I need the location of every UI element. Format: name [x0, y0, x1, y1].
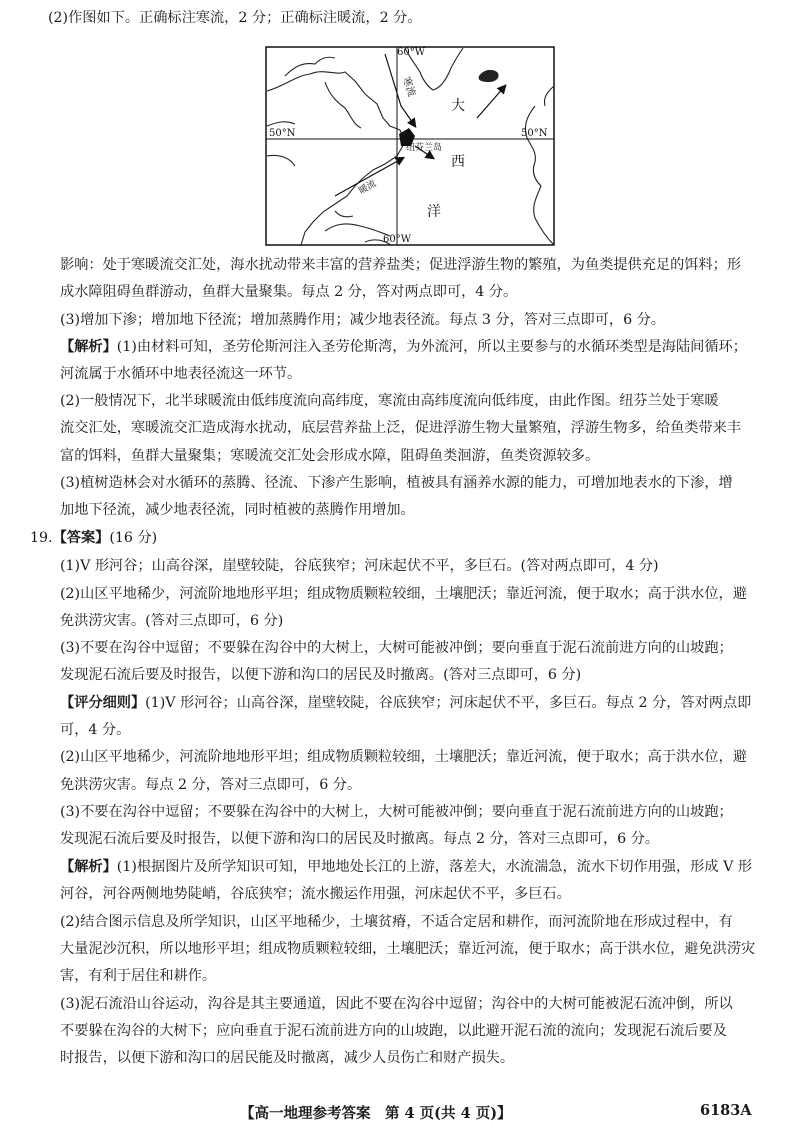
q19-answer-3: 免洪涝灾害。(答对三点即可，6 分) [60, 613, 284, 629]
answer-tag: 【答案】 [52, 530, 110, 546]
analysis-18-line-1 [60, 337, 747, 357]
analysis-19-line-2: 河谷，河谷两侧地势陡峭，谷底狭窄；流水搬运作用强，河床起伏不平，多巨石。 [60, 886, 571, 902]
grading-line-6: 发现泥石流后要及时报告，以便下游和沟口的居民及时撤离。每点 2 分，答对三点即可，6 分。 [60, 831, 660, 847]
warm-current-label: 暖流 [357, 178, 379, 197]
lat-right-label: 50°N [521, 128, 548, 139]
impact-line-1: 影响：处于寒暖流交汇处，海水扰动带来丰富的营养盐类；促进浮游生物的繁殖，为鱼类提供充足的饵料；形 [60, 257, 742, 273]
analysis-19-line-3: (2)结合图示信息及所学知识，山区平地稀少，土壤贫瘠，不适合定居和耕作，而河流阶地在形成过程中，有 [60, 914, 733, 930]
analysis-18-line-4: 流交汇处，寒暖流交汇造成海水扰动，底层营养盐上泛，促进浮游生物大量繁殖，浮游生物多，给鱼类带来丰 [60, 420, 742, 436]
footer-code: 6183A [700, 1102, 752, 1119]
cold-current-label: 寒流 [400, 75, 417, 98]
grading-line-2: 可，4 分。 [60, 722, 131, 738]
analysis-text: (1)由材料可知，圣劳伦斯河注入圣劳伦斯湾，为外流河，所以主要参与的水循环类型是海陆间循环； [116, 339, 747, 355]
impact-line-2: 成水障阻碍鱼群游动，鱼群大量聚集。每点 2 分，答对两点即可，4 分。 [60, 284, 518, 300]
q19-answer-2: (2)山区平地稀少，河流阶地地形平坦；组成物质颗粒较细，土壤肥沃；靠近河流，便于取水；高于洪水位，避 [60, 586, 747, 602]
analysis-18-line-3: (2)一般情况下，北半球暖流由低纬度流向高纬度，寒流由高纬度流向低纬度，由此作图。纽芬兰处于寒暖 [60, 393, 719, 409]
analysis-19-line-1 [60, 857, 752, 877]
newfoundland-label: 纽芬兰岛 [406, 143, 443, 153]
lon-bottom-label: 60°W [383, 234, 412, 245]
q2-intro: (2)作图如下。正确标注寒流，2 分；正确标注暖流，2 分。 [48, 10, 422, 26]
analysis-18-line-6: (3)植树造林会对水循环的蒸腾、径流、下渗产生影响，植被具有涵养水源的能力，可增加地表水的下渗，增 [60, 475, 733, 491]
grading-line-4: 免洪涝灾害。每点 2 分，答对三点即可，6 分。 [60, 777, 362, 793]
analysis-19-line-7: 不要躲在沟谷的大树下；应向垂直于泥石流前进方向的山坡跑，以此避开泥石流的流向；发现泥石流后要及 [60, 1023, 727, 1039]
grading-tag: 【评分细则】 [60, 695, 146, 711]
lat-left-label: 50°N [269, 128, 296, 139]
ocean-label-2: 西 [451, 154, 465, 170]
q19-score: (16 分) [109, 530, 158, 546]
q19-answer-4: (3)不要在沟谷中逗留；不要躲在沟谷中的大树上，大树可能被冲倒；要向垂直于泥石流前进方向的山坡跑； [60, 640, 733, 656]
analysis-18-line-5: 富的饵料，鱼群大量聚集；寒暖流交汇处会形成水障，阻碍鱼类洄游，鱼类资源较多。 [60, 448, 600, 464]
ocean-label-3: 洋 [427, 204, 441, 220]
grading-line-3: (2)山区平地稀少，河流阶地地形平坦；组成物质颗粒较细，土壤肥沃；靠近河流，便于取水；高于洪水位，避 [60, 749, 747, 765]
grading-line-5: (3)不要在沟谷中逗留；不要躲在沟谷中的大树上，大树可能被冲倒；要向垂直于泥石流前进方向的山坡跑； [60, 804, 733, 820]
analysis-18-line-2: 河流属于水循环中地表径流这一环节。 [60, 366, 302, 382]
analysis-19-line-6: (3)泥石流沿山谷运动，沟谷是其主要通道，因此不要在沟谷中逗留；沟谷中的大树可能被泥石流冲倒，所以 [60, 996, 733, 1012]
q19-header [30, 528, 157, 548]
q3-answer: (3)增加下渗；增加地下径流；增加蒸腾作用；减少地表径流。每点 3 分，答对三点即可，6 分。 [60, 312, 665, 328]
grading-line-1 [60, 693, 751, 713]
q19-answer-1: (1)V 形河谷；山高谷深，崖壁较陡，谷底狭窄；河床起伏不平，多巨石。(答对两点即可，4 分) [60, 558, 659, 574]
analysis-19-text: (1)根据图片及所学知识可知，甲地地处长江的上游，落差大，水流湍急，流水下切作用强，形成 V 形 [116, 859, 753, 875]
north-atlantic-currents-map [265, 46, 555, 246]
analysis-19-line-8: 时报告，以便下游和沟口的居民能及时撤离，减少人员伤亡和财产损失。 [60, 1050, 515, 1066]
analysis-19-line-4: 大量泥沙沉积，所以地形平坦；组成物质颗粒较细，土壤肥沃；靠近河流，便于取水；高于洪水位，避免洪涝灾 [60, 941, 756, 957]
q19-answer-5: 发现泥石流后要及时报告，以便下游和沟口的居民及时撤离。(答对三点即可，6 分) [60, 667, 582, 683]
footer-title: 【高一地理参考答案 第 4 页(共 4 页)】 [240, 1105, 512, 1122]
analysis-tag: 【解析】 [60, 339, 117, 355]
ocean-label-1: 大 [451, 98, 465, 114]
grading-text: (1)V 形河谷；山高谷深，崖壁较陡，谷底狭窄；河床起伏不平，多巨石。每点 2 分，答对两点即 [145, 695, 752, 711]
analysis-19-line-5: 害，有利于居住和耕作。 [60, 968, 217, 984]
lon-top-label: 60°W [397, 47, 426, 58]
q19-number: 19. [30, 530, 53, 546]
analysis-18-line-7: 加地下径流，减少地表径流，同时植被的蒸腾作用增加。 [60, 502, 415, 518]
analysis-19-tag: 【解析】 [60, 859, 117, 875]
